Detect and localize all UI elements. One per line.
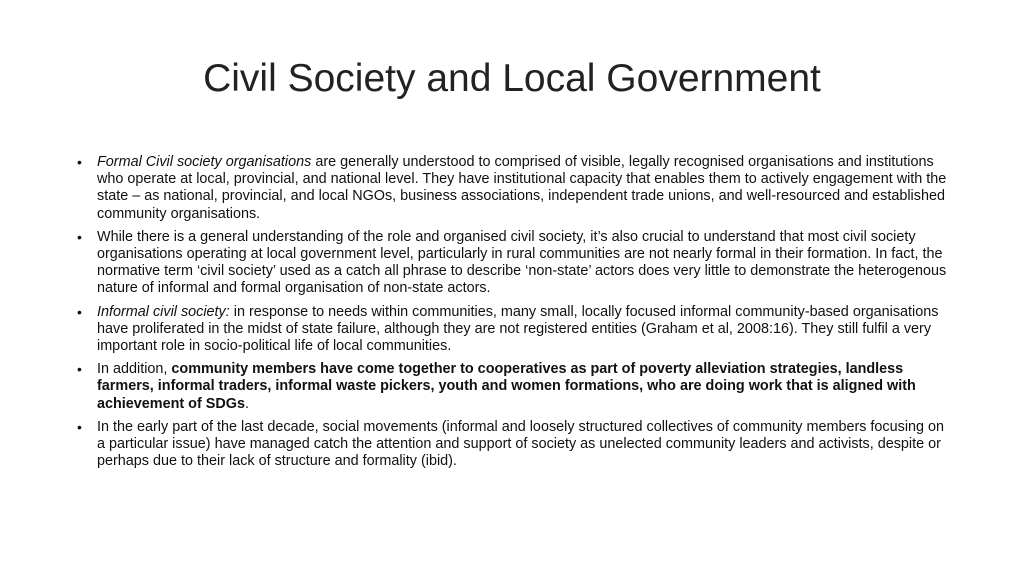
bullet-text: are generally understood to comprised of visible, legally recognised organisations and institutions who operate at local, provincial, and national level. They have institutional capacity that enables them to actively engagement with the state – as national, provincial, and local NGOs, business associations, independent trade unions, and well-resourced and established community organisations. [97,154,947,222]
bullet-text: While there is a general understanding of the role and organised civil society, it’s also crucial to understand that most civil society organisations operating at local government level, particularly in rural communities are not nearly formal in their formation. In fact, the normative term ‘civil society’ used as a catch all phrase to describe ‘non-state’ actors does very little to demonstrate the heterogenous nature of informal and formal organisation of non-state actors. [97,228,947,297]
bullet-icon: • [77,361,82,378]
bullet-item-formal-cso [76,154,956,223]
bullet-item-informal-cso [76,304,956,356]
bullet-lead: In addition, [97,361,172,378]
bullet-icon: • [77,303,82,320]
bullet-tail: . [244,395,249,412]
bullet-list [76,154,956,476]
bullet-icon: • [77,154,82,170]
bullet-item-social-movements [76,419,956,471]
slide-title: Civil Society and Local Government [203,57,821,100]
bullet-lead-italic: Informal civil society: [97,303,230,320]
bullet-text: in response to needs within communities, many small, locally focused informal community-based organisations have proliferated in the midst of state failure, although they are not registered entities (Graham et al, 2008:16). They still fulfil a very important role in socio-political life of local communities. [97,303,939,355]
bullet-icon: • [77,228,82,245]
bullet-text: In the early part of the last decade, social movements (informal and loosely structured collectives of community members focusing on a particular issue) have managed catch the attention and support of society as unelected community leaders and activists, despite or perhaps due to their lack of structure and formality (ibid). [97,418,945,470]
bullet-item-general-understanding [76,229,956,298]
bullet-lead-italic: Formal Civil society organisations [97,154,312,170]
bullet-icon: • [77,418,82,435]
bullet-bold-text: community members have come together to cooperatives as part of poverty alleviation strategies, landless farmers, informal traders, informal waste pickers, youth and women formations, who are doing work that is aligned with achievement of SDGs [97,361,916,412]
bullet-item-community-members [76,361,956,413]
